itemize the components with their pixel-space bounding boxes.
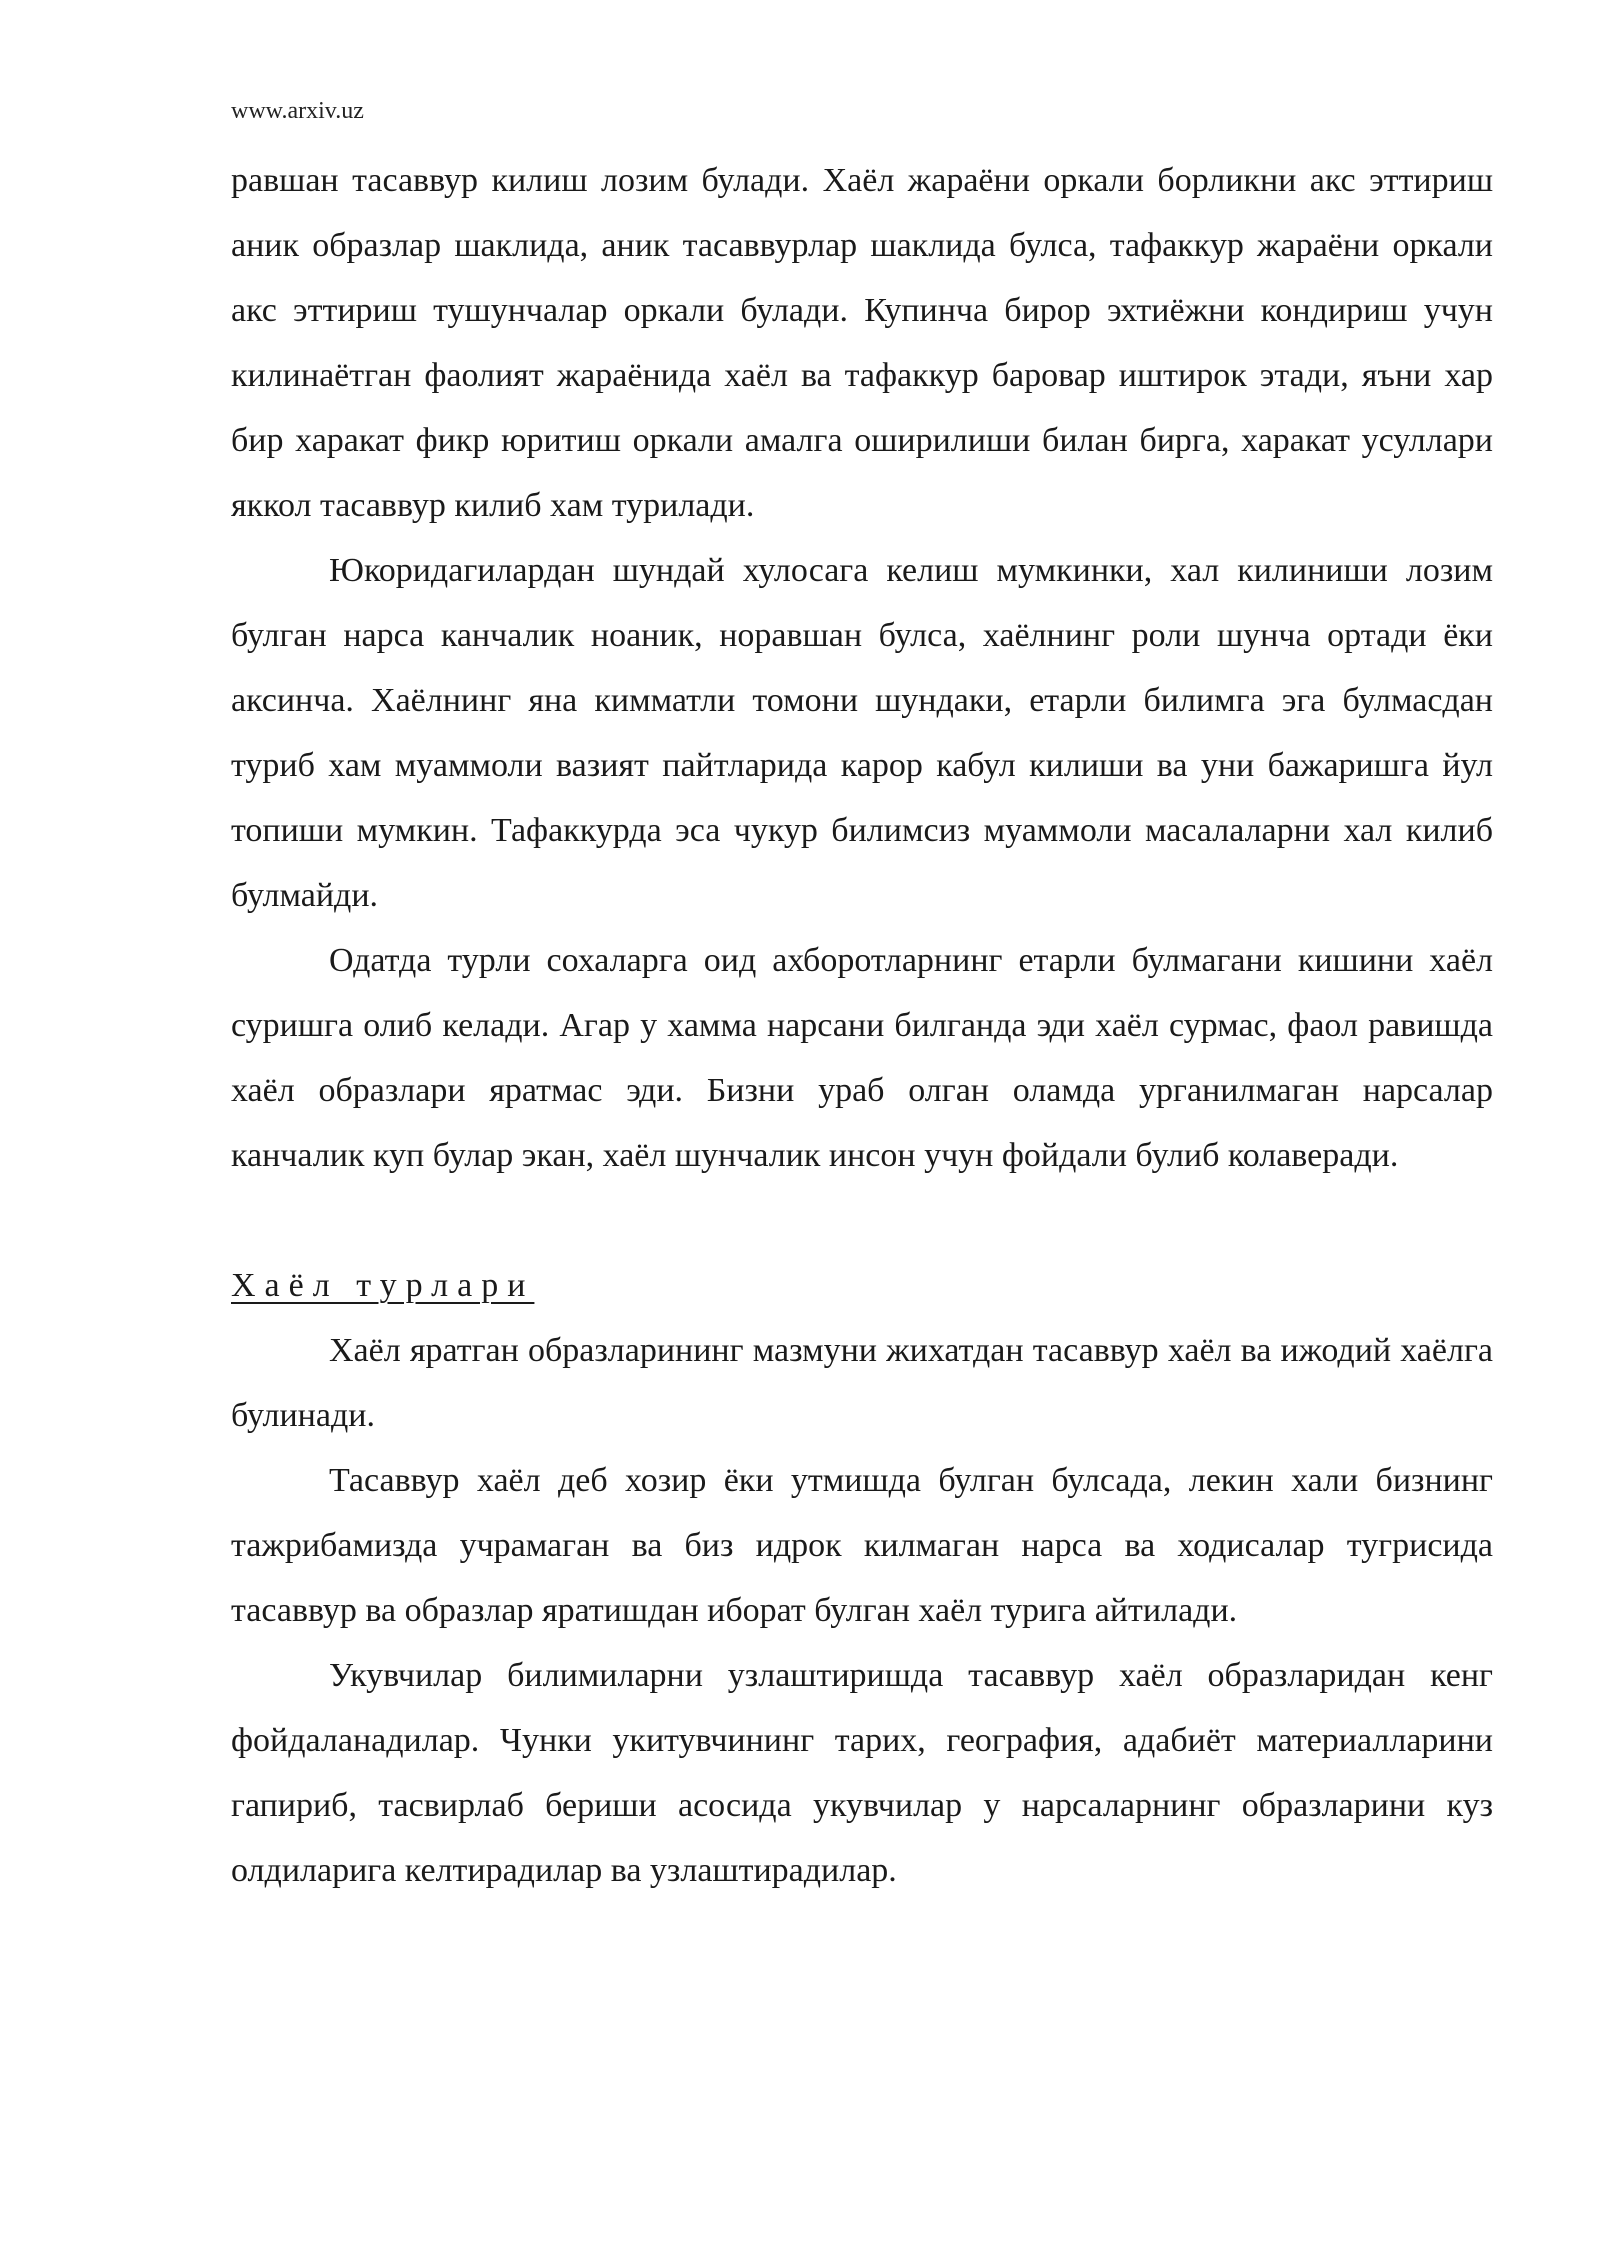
paragraph-continuation: равшан тасаввур килиш лозим булади. Хаёл жараёни оркали борликни акс эттириш аник образлар шаклида, аник тасаввурлар шаклида булса, тафаккур жараёни оркали акс эттириш тушунчалар оркали булади. Купинча бирор эхтиёжни кондириш учун килинаётган фаолият жараёнида хаёл ва тафаккур баровар иштирок этади, яъни хар бир харакат фикр юритиш оркали амалга оширилиши билан бирга, харакат усуллари яккол тасаввур килиб хам турилади. [231, 162, 1493, 524]
paragraph: Тасаввур хаёл деб хозир ёки утмишда булган булсада, лекин хали бизнинг тажрибамизда учрамаган ва биз идрок килмаган нарса ва ходисалар тугрисида тасаввур ва образлар яратишдан иборат булган хаёл турига айтилади. [231, 1462, 1493, 1629]
paragraph: Хаёл яратган образларининг мазмуни жихатдан тасаввур хаёл ва ижодий хаёлга булинади. [231, 1332, 1493, 1434]
section-heading-row [231, 1253, 1493, 1318]
paragraph: Укувчилар билимиларни узлаштиришда тасаввур хаёл образларидан кенг фойдаланадилар. Чунки укитувчининг тарих, география, адабиёт материалларини гапириб, тасвирлаб бериши асосида укувчилар у нарсаларнинг образларини куз олдиларига келтирадилар ва узлаштирадилар. [231, 1657, 1493, 1889]
document-body [231, 148, 1493, 1903]
site-url-header: www.arxiv.uz [231, 98, 364, 124]
paragraph: Юкоридагилардан шундай хулосага келиш мумкинки, хал килиниши лозим булган нарса канчалик ноаник, норавшан булса, хаёлнинг роли шунча ортади ёки аксинча. Хаёлнинг яна кимматли томони шундаки, етарли билимга эга булмасдан туриб хам муаммоли вазият пайтларида карор кабул килиши ва уни бажаришга йул топиши мумкин. Тафаккурда эса чукур билимсиз муаммоли масалаларни хал килиб булмайди. [231, 552, 1493, 914]
paragraph: Одатда турли сохаларга оид ахборотларнинг етарли булмагани кишини хаёл суришга олиб келади. Агар у хамма нарсани билганда эди хаёл сурмас, фаол равишда хаёл образлари яратмас эди. Бизни ураб олган оламда урганилмаган нарсалар канчалик куп булар экан, хаёл шунчалик инсон учун фойдали булиб колаверади. [231, 942, 1493, 1174]
section-heading: Хаёл турлари [231, 1267, 535, 1304]
section-spacer [231, 1188, 1493, 1253]
